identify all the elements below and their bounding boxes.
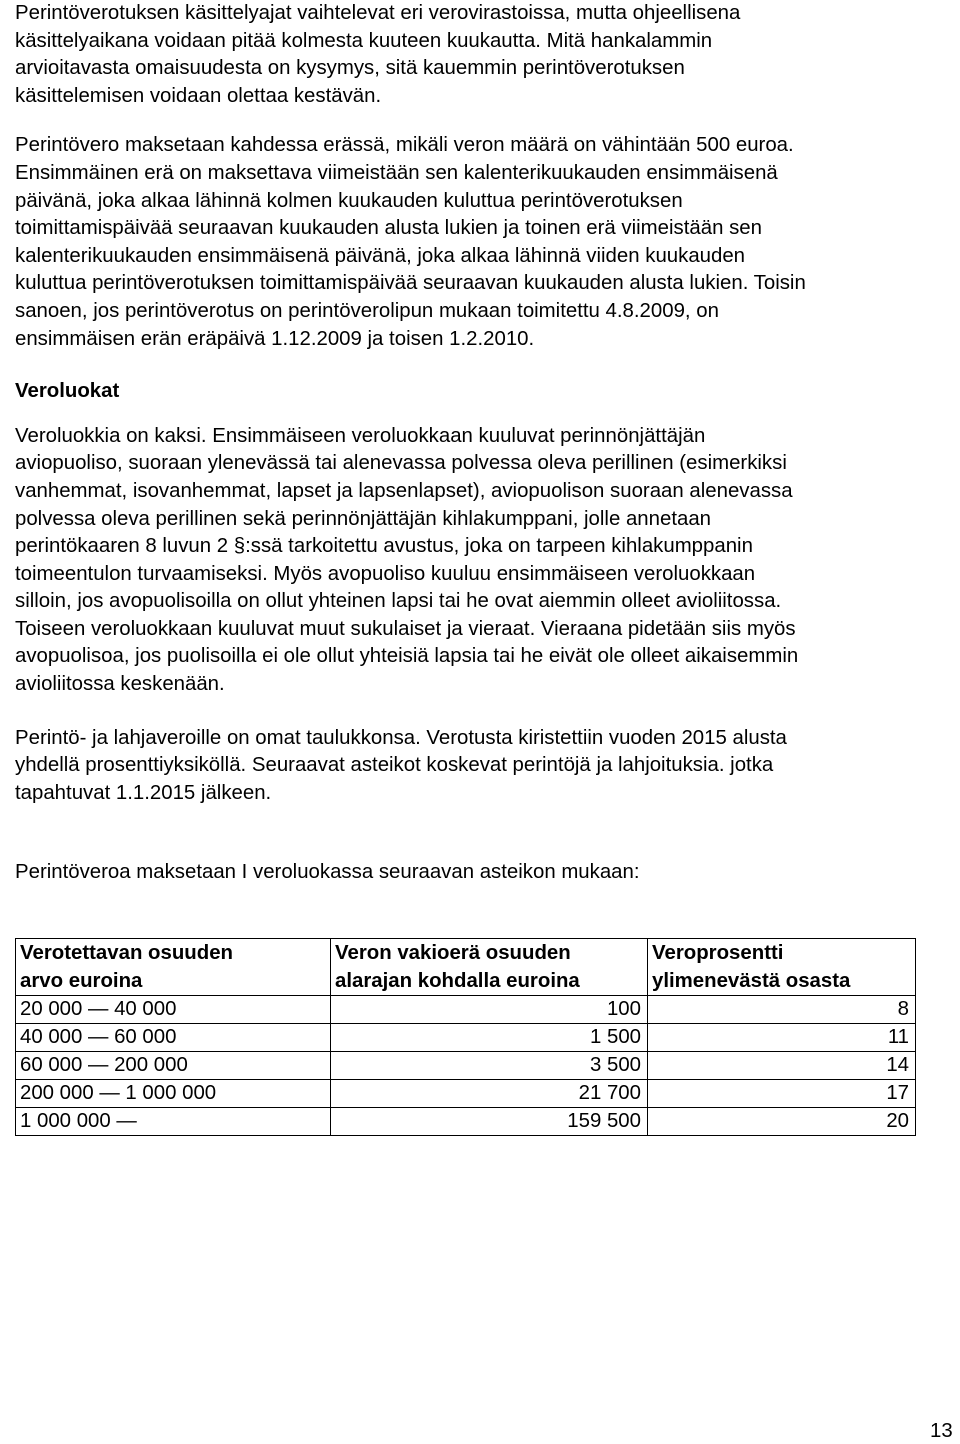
table-cell-rate: 8 [648,996,916,1024]
table-cell-rate: 17 [648,1080,916,1108]
table-cell-base-tax: 1 500 [331,1024,648,1052]
paragraph-tax-tables: Perintö- ja lahjaveroille on omat taulukkonsa. Verotusta kiristettiin vuoden 2015 alusta yhdellä prosenttiyksiköllä. Seuraavat asteikot koskevat perintöjä ja lahjoituksia. jotka tapahtuvat 1.1.2015 jälkeen. [15,726,787,804]
table-row [16,996,916,1024]
table-header-cell: Veron vakioerä osuuden alarajan kohdalla euroina [331,939,648,996]
table-cell-rate: 14 [648,1052,916,1080]
table-cell-rate: 20 [648,1108,916,1136]
table-header-cell: Veroprosentti ylimenevästä osasta [648,939,916,996]
document-page [15,0,945,1133]
table-cell-range: 40 000 — 60 000 [16,1024,331,1052]
table-header-cell: Verotettavan osuuden arvo euroina [16,939,331,996]
section-heading-veroluokat: Veroluokat [15,380,120,403]
paragraph-table-intro: Perintöveroa maksetaan I veroluokassa seuraavan asteikon mukaan: [15,861,640,884]
paragraph-tax-classes: Veroluokkia on kaksi. Ensimmäiseen veroluokkaan kuuluvat perinnönjättäjän aviopuoliso, suoraan ylenevässä tai alenevassa polvessa oleva perillinen (esimerkiksi vanhemmat, isovanhemmat, lapset ja lapsenlapset), aviopuolison suoraan alenevassa polvessa oleva perillinen sekä perinnönjättäjän kihlakumppani, jolle annetaan perintökaaren 8 luvun 2 §:ssä tarkoitettu avustus, joka on tarpeen kihlakumppanin toimeentulon turvaamiseksi. Myös avopuoliso kuuluu ensimmäiseen veroluokkaan silloin, jos avopuolisoilla on ollut yhteinen lapsi tai he ovat aiemmin olleet avioliitossa. Toiseen veroluokkaan kuuluvat muut sukulaiset ja vieraat. Vieraana pidetään siis myös avopuolisoa, jos puolisoilla ei ole ollut yhteisiä lapsia tai he eivät ole olleet aikaisemmin avioliitossa keskenään. [15,424,799,696]
table-cell-base-tax: 3 500 [331,1052,648,1080]
table-header-row [16,939,916,996]
page-number: 13 [930,1420,953,1442]
table-row [16,1080,916,1108]
table-row [16,1052,916,1080]
table-cell-range: 20 000 — 40 000 [16,996,331,1024]
table-cell-range: 1 000 000 — [16,1108,331,1136]
table-row [16,1108,916,1136]
paragraph-payment-installments: Perintövero maksetaan kahdessa erässä, mikäli veron määrä on vähintään 500 euroa. Ensimmäinen erä on maksettava viimeistään sen kalenterikuukauden ensimmäisenä päivänä, joka alkaa lähinnä kolmen kuukauden kuluttua perintöverotuksen toimittamispäivää seuraavan kuukauden alusta lukien ja toinen erä viimeistään sen kalenterikuukauden ensimmäisenä päivänä, joka alkaa lähinnä viiden kuukauden kuluttua perintöverotuksen toimittamispäivää seuraavan kuukauden alusta lukien. Toisin sanoen, jos perintöverotus on perintöverolipun mukaan toimitettu 4.8.2009, on ensimmäisen erän eräpäivä 1.12.2009 ja toisen 1.2.2010. [15,134,806,350]
table-cell-range: 200 000 — 1 000 000 [16,1080,331,1108]
inheritance-tax-table [15,938,916,1136]
table-cell-base-tax: 100 [331,996,648,1024]
paragraph-processing-time: Perintöverotuksen käsittelyajat vaihtelevat eri verovirastoissa, mutta ohjeellisena käsittelyaikana voidaan pitää kolmesta kuuteen kuukautta. Mitä hankalammin arvioitavasta omaisuudesta on kysymys, sitä kauemmin perintöverotuksen käsittelemisen voidaan olettaa kestävän. [15,2,741,107]
table-cell-base-tax: 159 500 [331,1108,648,1136]
table-cell-range: 60 000 — 200 000 [16,1052,331,1080]
table-cell-rate: 11 [648,1024,916,1052]
table-row [16,1024,916,1052]
table-cell-base-tax: 21 700 [331,1080,648,1108]
